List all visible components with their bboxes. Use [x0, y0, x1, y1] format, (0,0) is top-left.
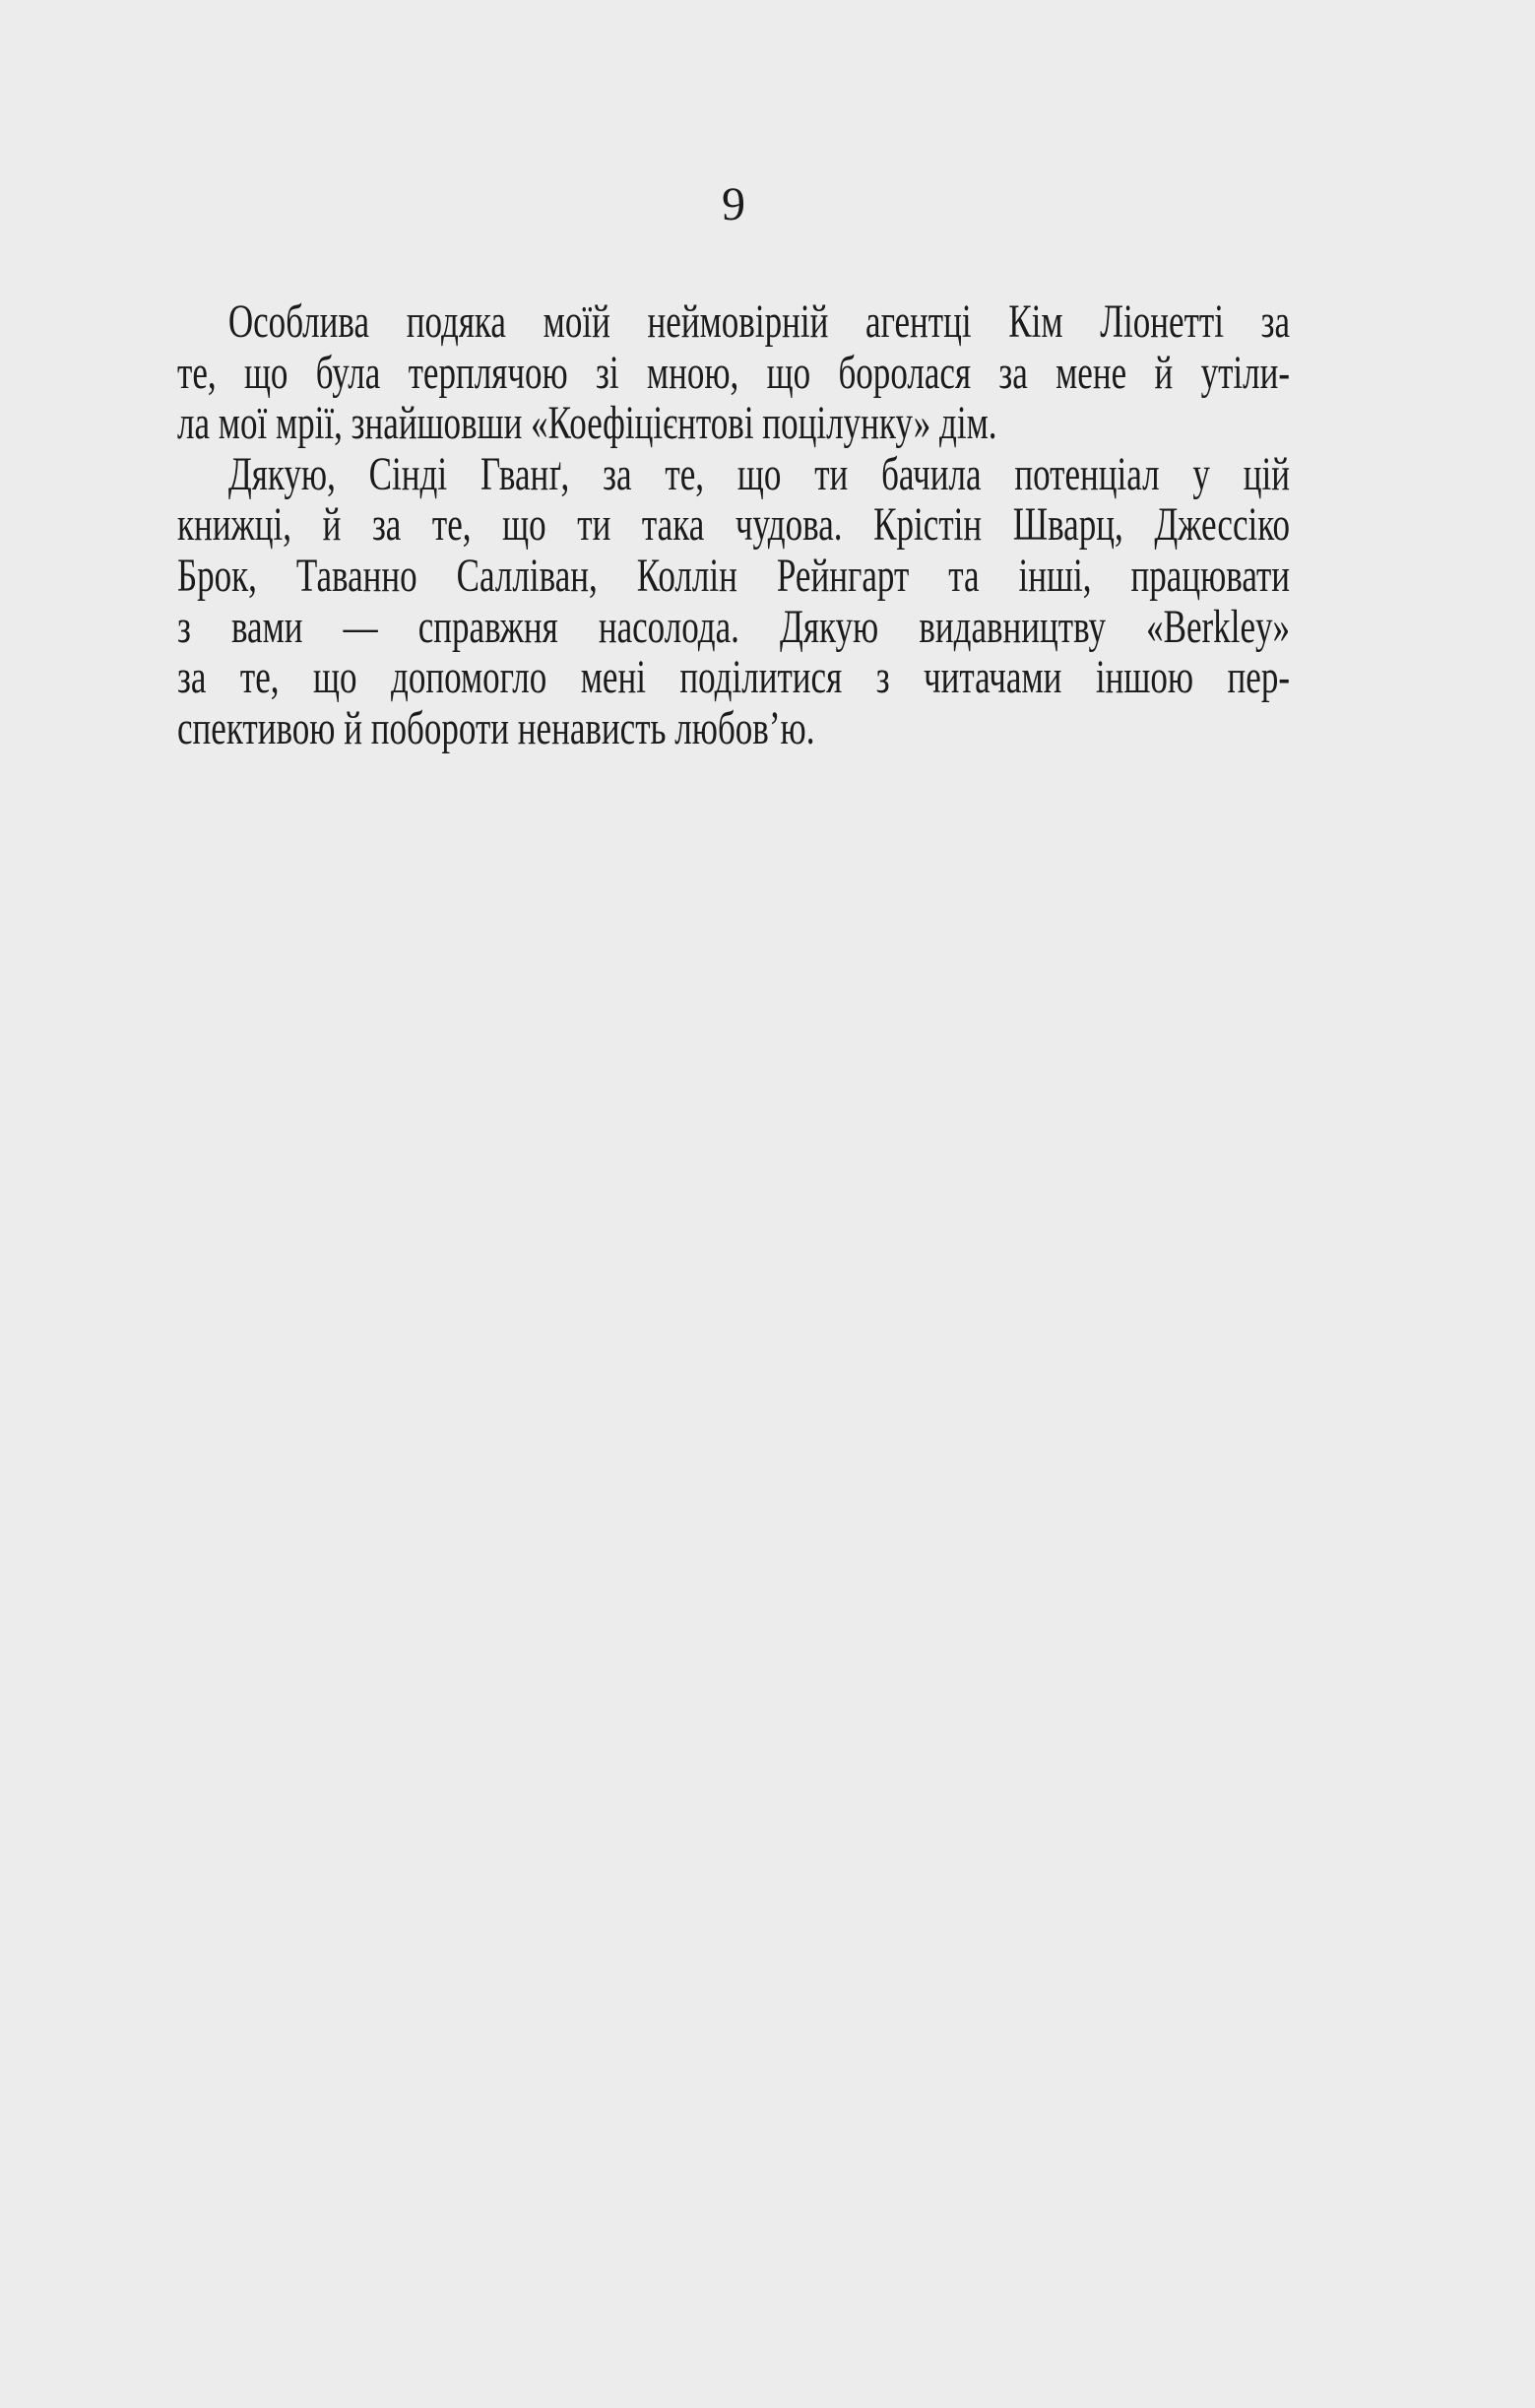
text-line: Брок, Таванно Салліван, Коллін Рейнгарт та інші, працювати: [177, 549, 1291, 602]
paragraph: [177, 296, 1290, 449]
text-line: з вами — справжня насолода. Дякую видавництву «Berkley»: [177, 600, 1291, 653]
body-text: [177, 296, 1290, 753]
text-line: спективою й побороти ненависть любов’ю.: [177, 701, 815, 754]
text-line: те, що була терплячою зі мною, що боролася за мене й утіли-: [177, 346, 1291, 399]
text-line: за те, що допомогло мені поділитися з читачами іншою пер-: [177, 651, 1291, 704]
text-line: Особлива подяка моїй неймовірній агентці Кім Ліонетті за: [227, 295, 1291, 348]
text-line: ла мої мрії, знайшовши «Коефіцієнтові поцілунку» дім.: [177, 397, 997, 450]
text-line: Дякую, Сінді Гванґ, за те, що ти бачила потенціал у цій: [227, 447, 1291, 500]
text-line: книжці, й за те, що ти така чудова. Крістін Шварц, Джессіко: [177, 498, 1291, 552]
page-number: 9: [722, 178, 745, 230]
paragraph: [177, 449, 1290, 754]
